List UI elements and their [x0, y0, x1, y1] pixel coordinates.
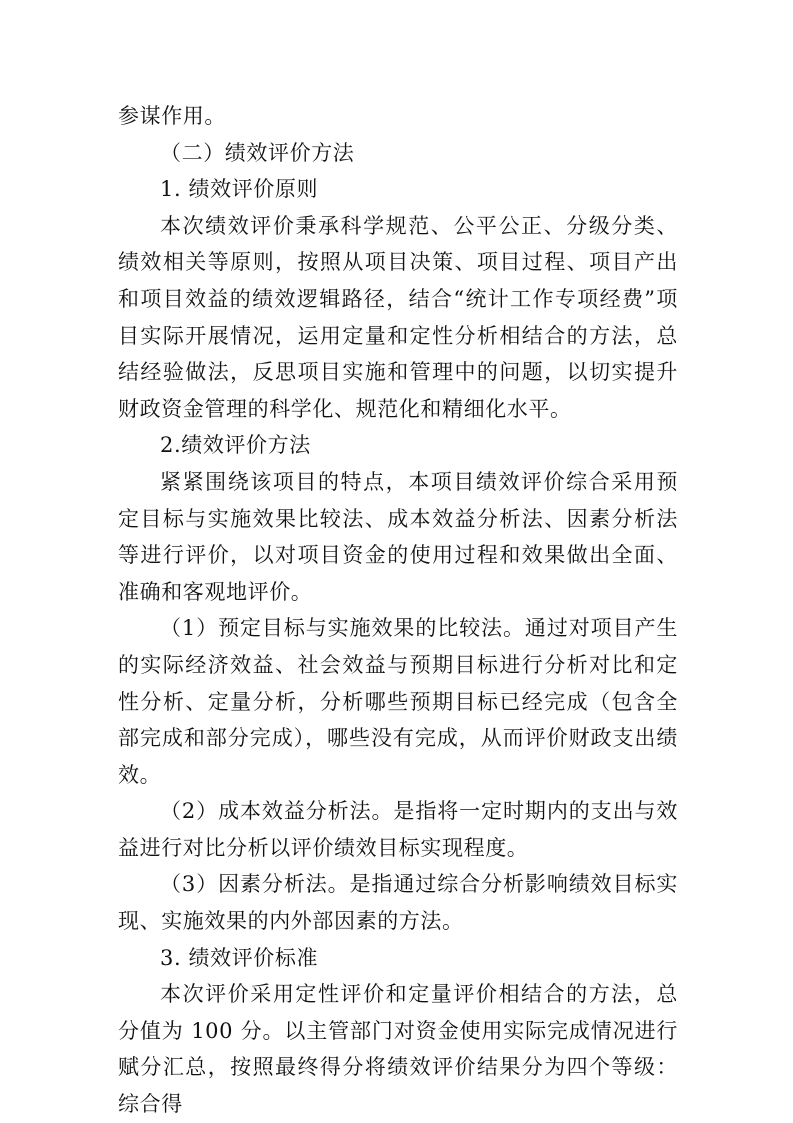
- paragraph-method-factor-analysis: （3）因素分析法。是指通过综合分析影响绩效目标实现、实施效果的内外部因素的方法。: [118, 872, 678, 934]
- paragraph-principles: 本次绩效评价秉承科学规范、公平公正、分级分类、绩效相关等原则，按照从项目决策、项目过程、项目产出和项目效益的绩效逻辑路径，结合“统计工作专项经费”项目实际开展情况，运用定量和定性分析相结合的方法，总结经验做法，反思项目实施和管理中的问题，以切实提升财政资金管理的科学化、规范化和精细化水平。: [118, 213, 678, 421]
- subheading-evaluation-standards: 3. 绩效评价标准: [160, 945, 319, 970]
- subheading-evaluation-principles: 1. 绩效评价原则: [160, 177, 319, 202]
- paragraph-method-cost-benefit: （2）成本效益分析法。是指将一定时期内的支出与效益进行对比分析以评价绩效目标实现程度。: [118, 799, 678, 860]
- paragraph-method-comparison: （1）预定目标与实施效果的比较法。通过对项目产生的实际经济效益、社会效益与预期目标进行分析对比和定性分析、定量分析，分析哪些预期目标已经完成（包含全部完成和部分完成），哪些没有完成，从而评价财政支出绩效。: [118, 616, 678, 787]
- subheading-evaluation-method: 2.绩效评价方法: [160, 433, 311, 458]
- paragraph-standards: 本次评价采用定性评价和定量评价相结合的方法，总分值为 100 分。以主管部门对资金使用实际完成情况进行赋分汇总，按照最终得分将绩效评价结果分为四个等级：综合得: [118, 982, 678, 1117]
- document-body: [118, 98, 678, 1123]
- paragraph-method-overview: 紧紧围绕该项目的特点，本项目绩效评价综合采用预定目标与实施效果比较法、成本效益分析法、因素分析法等进行评价，以对项目资金的使用过程和效果做出全面、准确和客观地评价。: [118, 469, 678, 604]
- section-heading-evaluation-methods: （二）绩效评价方法: [160, 140, 355, 165]
- paragraph-continuation: 参谋作用。: [118, 104, 226, 128]
